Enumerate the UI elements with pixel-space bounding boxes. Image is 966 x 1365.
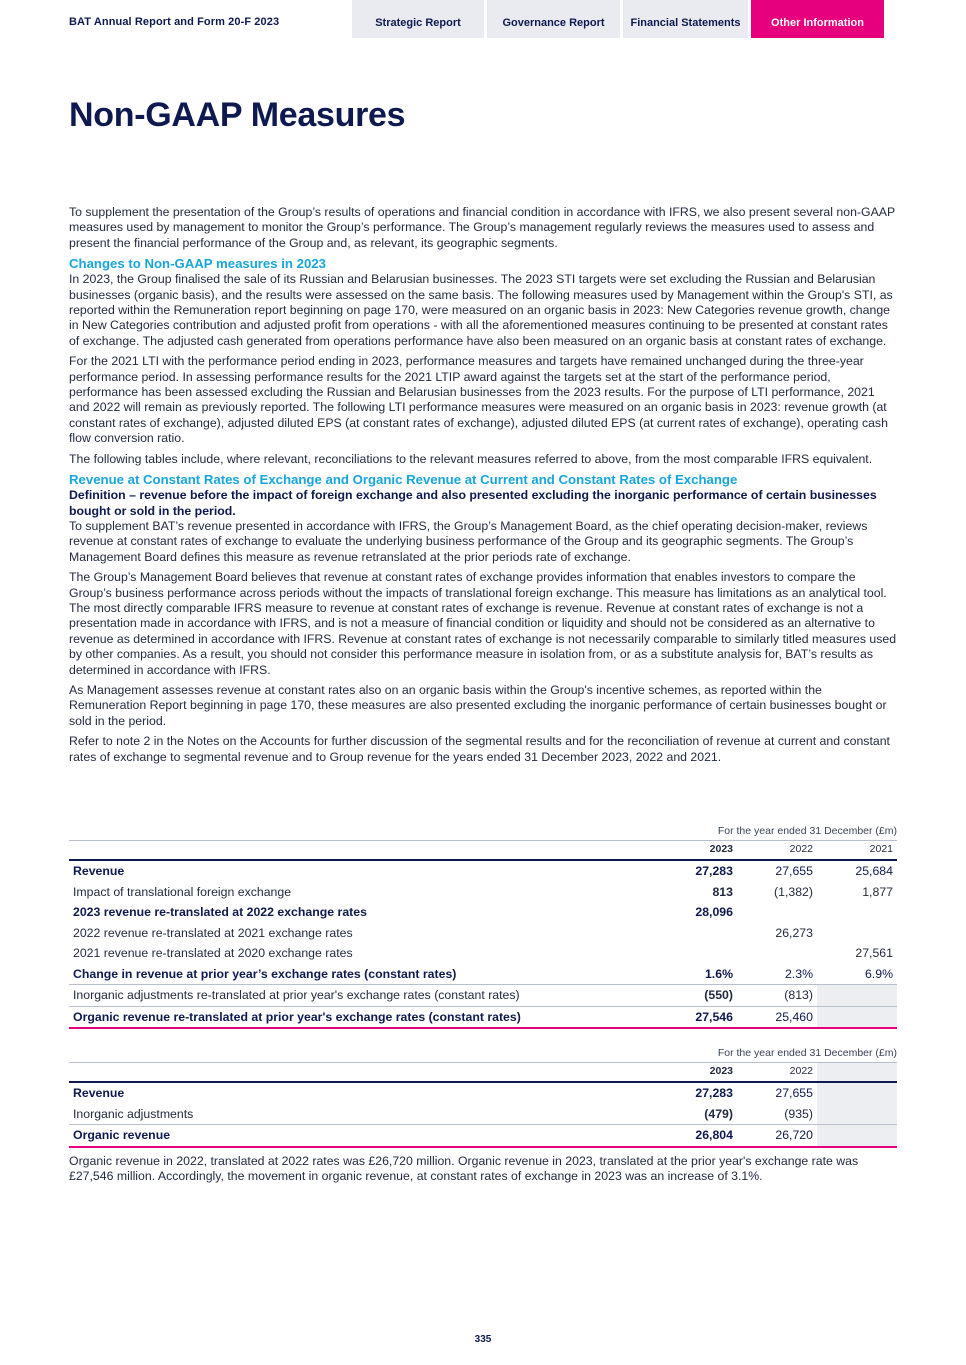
value-2021: 6.9% [864,966,893,981]
table-row [69,1124,897,1148]
value-2023: 27,283 [695,864,733,878]
changes-heading: Changes to Non-GAAP measures in 2023 [69,256,326,272]
header-spacer [69,1063,654,1081]
value-2023: (550) [704,988,733,1002]
empty-cell [817,1083,897,1104]
revenue-paragraph-2: The Group’s Management Board believes that revenue at constant rates of exchange provides information that enables investors to compare the Group’s business performance across periods without the impacts of translational foreign exchange. This measure has limitations as an analytical tool. The most directly comparable IFRS measure to revenue at constant rates of exchange is revenue. Revenue at constant rates of exchange is not a presentation made in accordance with IFRS, and is not a measure of financial condition or liquidity and should not be considered as an alternative to revenue as determined in accordance with IFRS. Revenue at constant rates of exchange is not necessarily comparable to similarly titled measures used by other companies. As a result, you should not consider this performance measure in isolation from, or as a substitute analysis for, BAT’s results as determined in accordance with IFRS. [69,570,897,677]
page-title: Non-GAAP Measures [69,96,406,134]
value-2021 [817,923,897,944]
value-2023: 27,546 [695,1009,733,1024]
header-spacer [69,841,654,859]
table-row [69,902,897,923]
table-caption: For the year ended 31 December (£m) [717,825,897,837]
organic-revenue-table [69,1044,897,1148]
value-2022: 26,273 [775,925,813,940]
tab-financial-statements[interactable]: Financial Statements [623,0,748,38]
row-label: 2022 revenue re-translated at 2021 exchange rates [73,925,353,940]
column-header-empty [817,1063,897,1081]
value-2021 [817,902,897,923]
revenue-definition: Definition – revenue before the impact of foreign exchange and also presented excluding the inorganic performance of certain businesses bought or sold in the period. [69,488,877,518]
page-number: 335 [474,1334,492,1345]
value-2021 [817,1007,897,1028]
changes-paragraph-2: For the 2021 LTI with the performance period ending in 2023, performance measures and targets have remained unchanged during the three-year performance period. In assessing performance results for the 2021 LTIP award against the targets set at the start of the performance period, performance has been assessed excluding the Russian and Belarusian businesses from the 2023 results. For the purpose of LTI performance, 2021 and 2022 will remain as previously reported. The following LTI performance measures were measured on an organic basis in 2023: revenue growth (at constant rates of exchange), adjusted diluted EPS (at constant rates of exchange), adjusted diluted EPS (at current rates of exchange), operating cash flow conversion ratio. [69,354,888,446]
value-2021 [817,985,897,1006]
value-2022: 25,460 [775,1009,813,1024]
revenue-heading: Revenue at Constant Rates of Exchange and Organic Revenue at Current and Constant Rates of Exchange [69,472,738,488]
revenue-paragraph-3: As Management assesses revenue at constant rates also on an organic basis within the Group's incentive schemes, as reported within the Remuneration Report beginning in page 170, these measures are also presented excluding the inorganic performance of certain businesses bought or sold in the period. [69,682,887,728]
table-row [69,882,897,903]
value-2022: 26,720 [775,1128,813,1142]
table-row [69,923,897,944]
tab-other-information[interactable]: Other Information [751,0,884,38]
table-row [69,964,897,985]
top-navigation-bar [0,0,966,38]
table-row [69,1006,897,1030]
value-2023: (479) [704,1106,733,1121]
row-label: Organic revenue re-translated at prior year's exchange rates (constant rates) [73,1009,521,1024]
row-label: Organic revenue [73,1128,171,1142]
column-header-2023: 2023 [709,843,733,855]
table-row [69,861,897,882]
row-label: 2023 revenue re-translated at 2022 exchange rates [73,905,367,919]
value-2023: 813 [712,884,733,899]
table-row [69,943,897,964]
row-label: Revenue [73,864,125,878]
value-2023: 28,096 [695,905,733,919]
column-header-2022: 2022 [789,843,813,855]
changes-paragraph-3: The following tables include, where relevant, reconciliations to the relevant measures referred to above, from the most comparable IFRS equivalent. [69,451,873,466]
column-header-2023: 2023 [709,1065,733,1077]
value-2022 [737,943,817,964]
value-2023 [654,923,737,944]
value-2022: (935) [784,1106,813,1121]
value-2022: 2.3% [784,966,813,981]
table-row [69,1083,897,1104]
column-header-2021: 2021 [869,843,893,855]
changes-paragraph-1: In 2023, the Group finalised the sale of its Russian and Belarusian businesses. The 2023 STI targets were set excluding the Russian and Belarusian businesses (organic basis), and the results were assessed on the same basis. The following measures used by Management within the Group's STI, as reported within the Remuneration report beginning on page 170, were measured on an organic basis in 2023: New Categories revenue growth, change in New Categories contribution and adjusted profit from operations - with all the aforementioned measures continuing to be presented at constant rates of exchange. The adjusted cash generated from operations performance have also been measured on an organic basis at constant rates of exchange. [69,272,893,348]
row-label: Revenue [73,1086,125,1100]
revenue-paragraph-4: Refer to note 2 in the Notes on the Accounts for further discussion of the segmental results and for the reconciliation of revenue at current and constant rates of exchange to segmental revenue and to Group revenue for the years ended 31 December 2023, 2022 and 2021. [69,734,890,764]
empty-cell [817,1125,897,1146]
value-2022: 27,655 [775,864,813,878]
intro-paragraph: To supplement the presentation of the Group’s results of operations and financial condition in accordance with IFRS, we also present several non-GAAP measures used by management to monitor the Group’s performance. The Group’s management regularly reviews the measures used to assess and present the financial performance of the Group and, as relevant, its geographic segments. [69,205,895,250]
report-title: BAT Annual Report and Form 20-F 2023 [69,16,280,28]
row-label: Inorganic adjustments re-translated at prior year's exchange rates (constant rates) [73,988,520,1002]
value-2023: 26,804 [695,1128,733,1142]
table-row [69,984,897,1006]
row-label: Impact of translational foreign exchange [73,884,292,899]
value-2022 [737,902,817,923]
body-text [69,205,897,770]
value-2021: 1,877 [862,884,893,899]
table-header [69,1062,897,1083]
value-2023: 1.6% [704,966,733,981]
value-2022: (813) [784,988,813,1002]
tab-strategic-report[interactable]: Strategic Report [352,0,484,38]
row-label: 2021 revenue re-translated at 2020 exchange rates [73,946,353,960]
value-2023 [654,943,737,964]
tab-governance-report[interactable]: Governance Report [487,0,620,38]
revenue-paragraph-1: To supplement BAT’s revenue presented in accordance with IFRS, the Group’s Management Board, as the chief operating decision-maker, reviews revenue at constant rates of exchange to evaluate the underlying business performance of the Group and its geographic segments. The Group’s Management Board defines this measure as revenue retranslated at the prior periods rate of exchange. [69,518,868,564]
value-2022: (1,382) [774,884,813,899]
empty-cell [817,1104,897,1125]
table-header [69,840,897,861]
row-label: Change in revenue at prior year’s exchange rates (constant rates) [73,966,457,981]
value-2023: 27,283 [695,1086,733,1100]
value-2021: 27,561 [855,946,893,960]
column-header-2022: 2022 [789,1065,813,1077]
section-tabs [352,0,884,38]
row-label: Inorganic adjustments [73,1106,194,1121]
table-caption: For the year ended 31 December (£m) [717,1047,897,1059]
revenue-constant-rates-table [69,822,897,1029]
value-2021: 25,684 [855,864,893,878]
table-row [69,1104,897,1125]
value-2022: 27,655 [775,1086,813,1100]
closing-paragraph: Organic revenue in 2022, translated at 2022 rates was £26,720 million. Organic revenue in 2023, translated at the prior year's exchange rate was £27,546 million. Accordingly, the movement in organic revenue, at constant rates of exchange in 2023 was an increase of 3.1%. [69,1154,859,1184]
